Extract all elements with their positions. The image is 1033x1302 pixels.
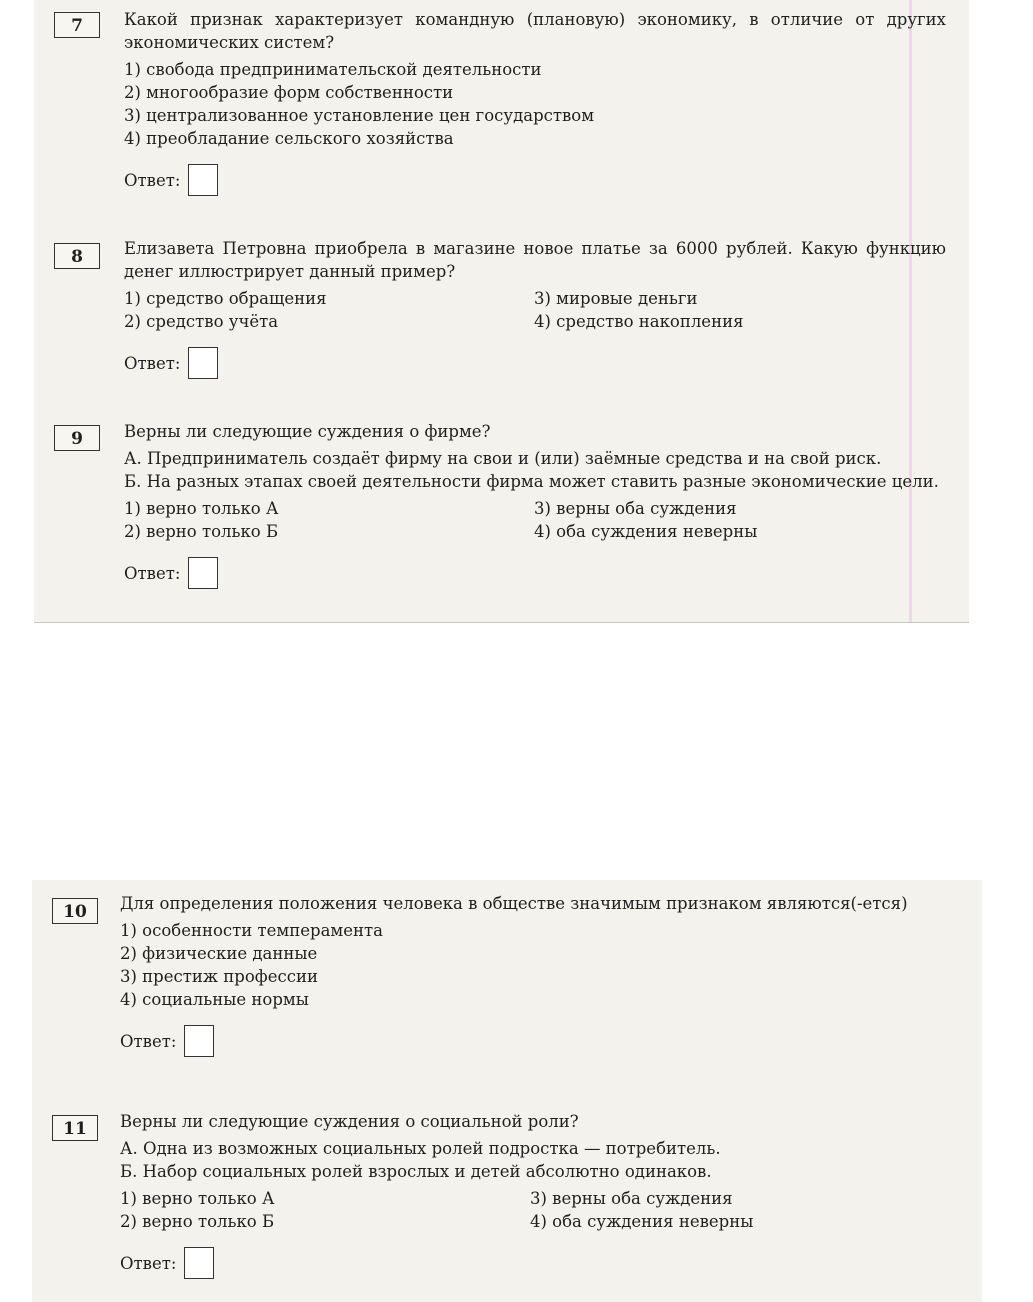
options-list [124,287,946,333]
option: 1) верно только А [120,1189,275,1208]
answer-row [124,347,946,379]
statement-a: А. Предприниматель создаёт фирму на свои и (или) заёмные средства и на свой риск. [124,449,882,468]
options-list [120,919,942,1011]
options-list [120,1187,942,1233]
answer-row [124,557,946,589]
answer-label: Ответ: [120,1031,177,1051]
option: 2) верно только Б [120,1212,275,1231]
task-question: Для определения положения человека в обществе значимым признаком являются(-ется) [120,894,908,913]
option: 2) физические данные [120,944,318,963]
task-number-box: 9 [54,425,100,451]
answer-box[interactable] [184,1247,214,1279]
option: 2) многообразие форм собственности [124,83,454,102]
option: 4) оба суждения неверны [534,522,758,541]
answer-row [120,1247,942,1279]
option: 1) средство обращения [124,289,327,308]
answer-box[interactable] [188,347,218,379]
option: 3) верны оба суждения [530,1189,733,1208]
answer-box[interactable] [184,1025,214,1057]
answer-label: Ответ: [120,1253,177,1273]
answer-box[interactable] [188,557,218,589]
answer-row [120,1025,942,1057]
option: 4) социальные нормы [120,990,309,1009]
option: 3) престиж профессии [120,967,318,986]
task-number-box: 8 [54,243,100,269]
task-question: Верны ли следующие суждения о социальной роли? [120,1112,579,1131]
scan-page-top [34,0,969,623]
answer-row [124,164,946,196]
options-list [124,58,946,150]
task-number-box: 11 [52,1115,98,1141]
option: 1) свобода предпринимательской деятельности [124,60,542,79]
answer-label: Ответ: [124,353,181,373]
option: 3) мировые деньги [534,289,698,308]
statement-b: Б. На разных этапах своей деятельности фирма может ставить разные экономические цели. [124,472,939,491]
task-number-box: 7 [54,12,100,38]
task-number-box: 10 [52,898,98,924]
task-question: Какой признак характеризует командную (плановую) экономику, в отличие от других экономических систем? [124,10,946,52]
scan-page-bottom [32,880,982,1302]
option: 4) преобладание сельского хозяйства [124,129,454,148]
answer-label: Ответ: [124,170,181,190]
option: 3) централизованное установление цен государством [124,106,595,125]
option: 1) особенности темперамента [120,921,383,940]
answer-box[interactable] [188,164,218,196]
statement-b: Б. Набор социальных ролей взрослых и детей абсолютно одинаков. [120,1162,712,1181]
option: 4) средство накопления [534,312,744,331]
task-question: Елизавета Петровна приобрела в магазине новое платье за 6000 рублей. Какую функцию денег иллюстрирует данный пример? [124,239,946,281]
option: 4) оба суждения неверны [530,1212,754,1231]
option: 2) средство учёта [124,312,279,331]
statement-a: А. Одна из возможных социальных ролей подростка — потребитель. [120,1139,721,1158]
option: 2) верно только Б [124,522,279,541]
options-list [124,497,946,543]
option: 1) верно только А [124,499,279,518]
answer-label: Ответ: [124,563,181,583]
task-question: Верны ли следующие суждения о фирме? [124,422,491,441]
option: 3) верны оба суждения [534,499,737,518]
